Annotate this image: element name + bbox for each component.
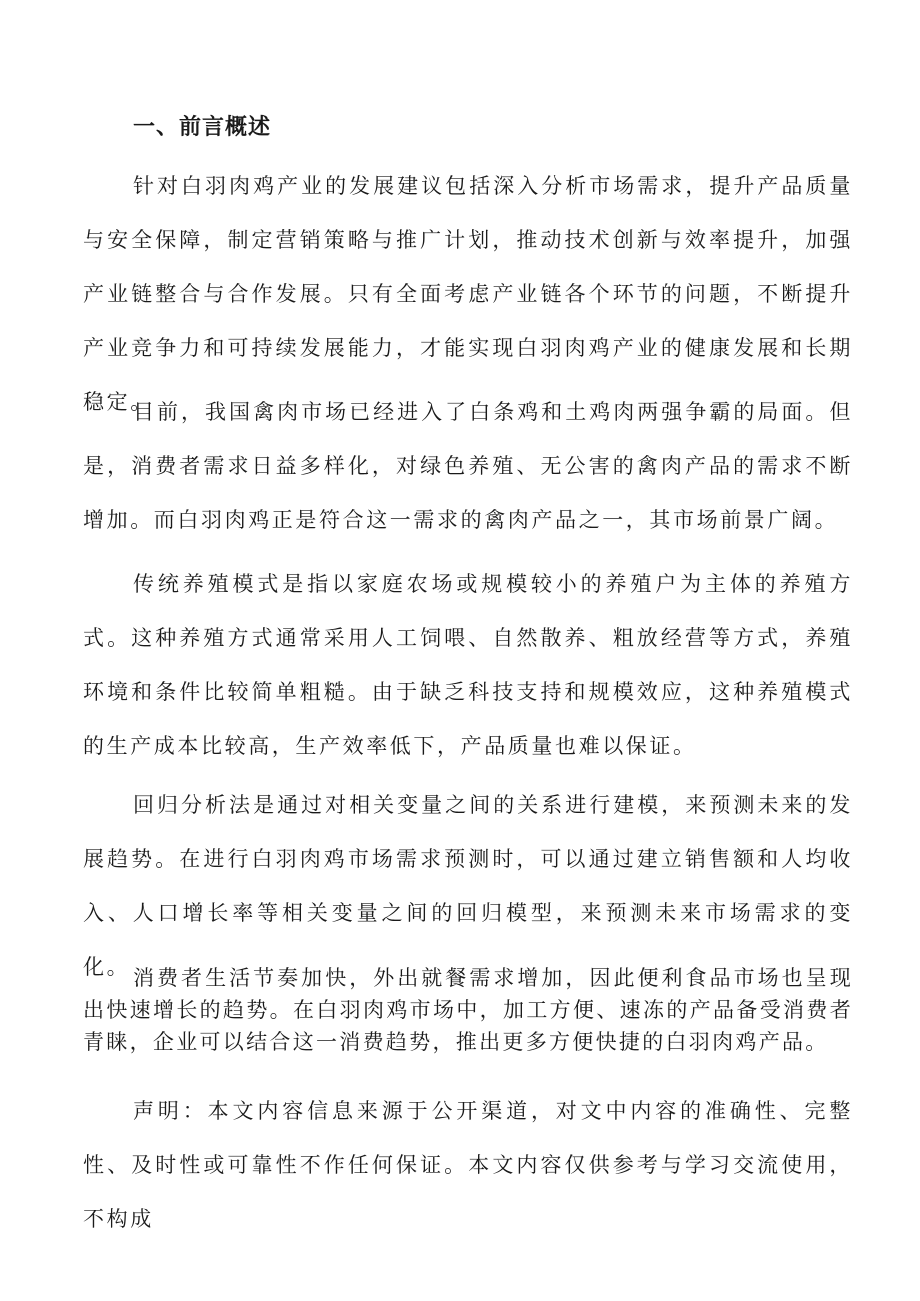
section-heading: 一、前言概述 xyxy=(133,115,272,140)
paragraph-disclaimer: 声明：本文内容信息来源于公开渠道，对文中内容的准确性、完整性、及时性或可靠性不作任何保证。本文内容仅供参考与学习交流使用，不构成 xyxy=(83,1099,853,1231)
paragraph-traditional-farming: 传统养殖模式是指以家庭农场或规模较小的养殖户为主体的养殖方式。这种养殖方式通常采用人工饲喂、自然散养、粗放经营等方式，养殖环境和条件比较简单粗糙。由于缺乏科技支持和规模效应，这种养殖模式的生产成本比较高，生产效率低下，产品质量也难以保证。 xyxy=(83,572,853,758)
paragraph-convenience-food: 消费者生活节奏加快，外出就餐需求增加，因此便利食品市场也呈现出快速增长的趋势。在白羽肉鸡市场中，加工方便、速冻的产品备受消费者青睐，企业可以结合这一消费趋势，推出更多方便快捷的白羽肉鸡产品。 xyxy=(83,966,853,1054)
paragraph-regression-analysis: 回归分析法是通过对相关变量之间的关系进行建模，来预测未来的发展趋势。在进行白羽肉鸡市场需求预测时，可以通过建立销售额和人均收入、人口增长率等相关变量之间的回归模型，来预测未来市场需求的变化。 xyxy=(83,793,853,979)
paragraph-market-status: 目前，我国禽肉市场已经进入了白条鸡和土鸡肉两强争霸的局面。但是，消费者需求日益多样化，对绿色养殖、无公害的禽肉产品的需求不断增加。而白羽肉鸡正是符合这一需求的禽肉产品之一，其市场前景广阔。 xyxy=(83,400,853,532)
paragraph-development-suggestions: 针对白羽肉鸡产业的发展建议包括深入分析市场需求，提升产品质量与安全保障，制定营销策略与推广计划，推动技术创新与效率提升，加强产业链整合与合作发展。只有全面考虑产业链各个环节的问题，不断提升产业竞争力和可持续发展能力，才能实现白羽肉鸡产业的健康发展和长期稳定。 xyxy=(83,174,853,414)
